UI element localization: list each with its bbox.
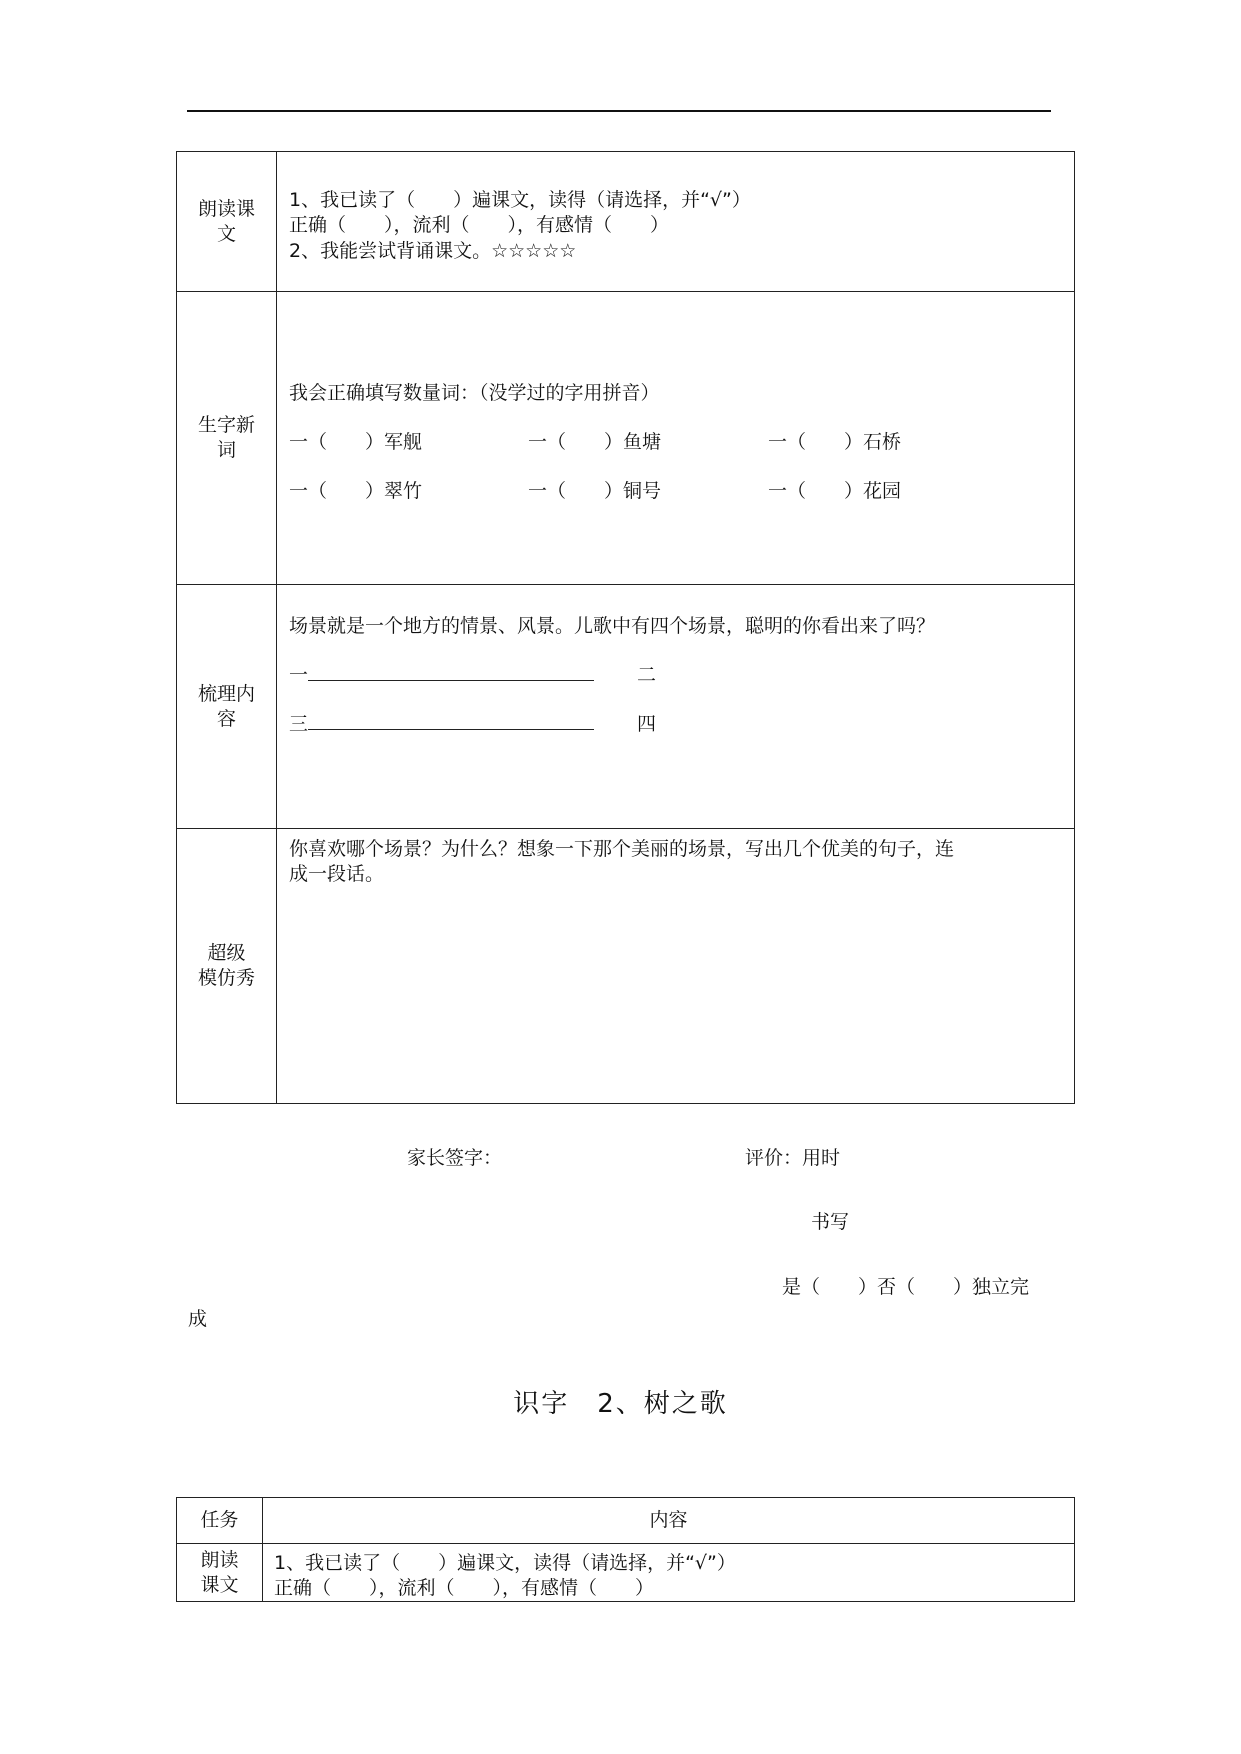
row-read-aloud [177,1544,1075,1602]
answer-line [308,662,594,681]
worksheet-table [176,151,1075,1104]
row-content [277,829,1075,1104]
measure-word-item: 一（ ）鱼塘 [528,431,662,453]
lesson-title: 识字 2、树之歌 [513,1389,728,1419]
content-header: 内容 [263,1498,1075,1544]
measure-word-item: 一（ ）军舰 [289,431,423,453]
header-row [177,1498,1075,1544]
row-label: 超级 模仿秀 [177,829,277,1104]
read-count-line: 1、我已读了（ ）遍课文，读得（请选择，并“√”） [289,189,751,211]
row-content [277,585,1075,829]
row-label: 朗读 课文 [177,1544,263,1602]
measure-word-item: 一（ ）石桥 [768,431,902,453]
recite-line: 2、我能尝试背诵课文。☆☆☆☆☆ [289,240,577,262]
answer-line [308,711,594,730]
scene-blank-4: 四 [637,713,657,735]
row-read-aloud [177,152,1075,292]
row-content [263,1544,1075,1602]
words-prompt: 我会正确填写数量词：（没学过的字用拼音） [289,382,660,404]
evaluation-time-label: 评价：用时 [745,1147,841,1169]
scene-blank-2: 二 [637,664,657,686]
row-new-words [177,292,1075,585]
read-quality-line: 正确（ ），流利（ ），有感情（ ） [274,1577,655,1599]
task-header: 任务 [177,1498,263,1544]
writing-label: 书写 [811,1211,850,1233]
header-rule [187,110,1051,112]
independent-completion-cont: 成 [188,1308,208,1330]
parent-signature-label: 家长签字： [407,1147,503,1169]
independent-completion-label: 是（ ）否（ ）独立完 [782,1276,1030,1298]
imitation-prompt-line2: 成一段话。 [289,863,385,885]
row-imitation [177,829,1075,1104]
row-content [277,292,1075,585]
scene-blank-1: 一 [289,660,594,687]
row-label: 生字新词 [177,292,277,585]
scene-blank-3: 三 [289,709,594,736]
row-organize-content [177,585,1075,829]
read-quality-line: 正确（ ），流利（ ），有感情（ ） [289,214,670,236]
imitation-prompt-line1: 你喜欢哪个场景？为什么？想象一下那个美丽的场景，写出几个优美的句子，连 [289,838,955,860]
measure-word-item: 一（ ）花园 [768,480,902,502]
measure-word-item: 一（ ）铜号 [528,480,662,502]
row-label: 梳理内容 [177,585,277,829]
worksheet-table-2 [176,1497,1075,1602]
scene-prompt: 场景就是一个地方的情景、风景。儿歌中有四个场景，聪明的你看出来了吗？ [289,615,936,637]
measure-word-item: 一（ ）翠竹 [289,480,423,502]
row-label: 朗读课文 [177,152,277,292]
row-content [277,152,1075,292]
read-count-line: 1、我已读了（ ）遍课文，读得（请选择，并“√”） [274,1552,736,1574]
